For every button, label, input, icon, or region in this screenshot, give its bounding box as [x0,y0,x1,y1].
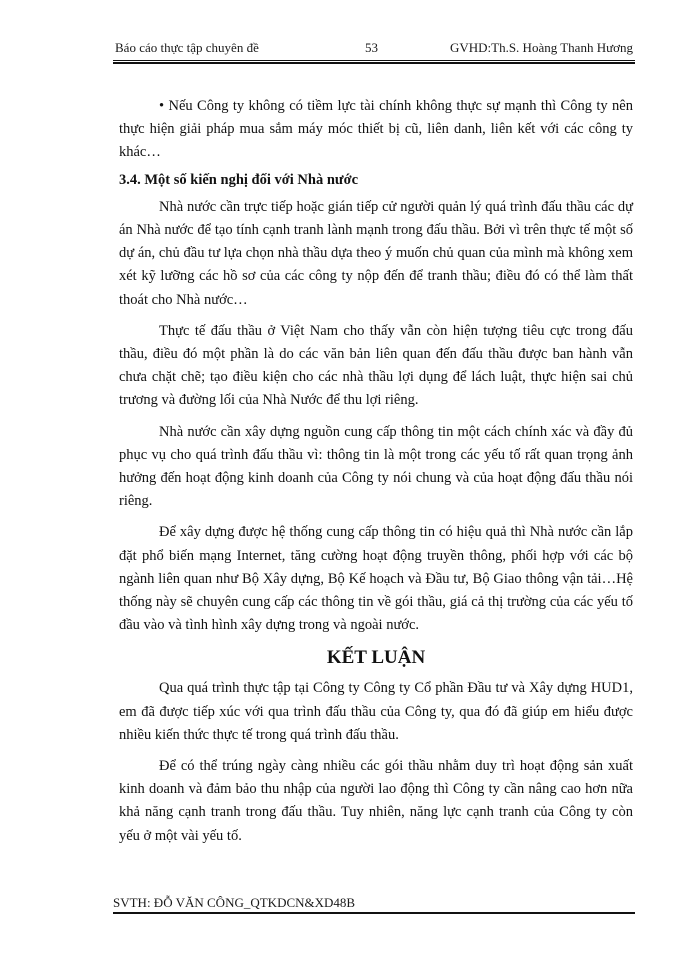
paragraph-4: Để xây dựng được hệ thống cung cấp thông tin có hiệu quả thì Nhà nước cần lắp đặt phổ biến mạng Internet, tăng cường hoạt động truyền thông, phối hợp với các bộ ngành liên quan như Bộ Xây dựng, Bộ Kế hoạch và Đầu tư, Bộ Giao thông vận tải…Hệ thống này sẽ chuyên cung cấp các thông tin về gói thầu, giá cả thị trường của các yếu tố đầu vào và tình hình xây dựng trong và ngoài nước. [119,524,633,634]
footer-rule [113,912,635,914]
header-report-title: Báo cáo thực tập chuyên đề [115,40,259,55]
page-header [113,40,633,58]
paragraph-2: Thực tế đấu thầu ở Việt Nam cho thấy vẫn còn hiện tượng tiêu cực trong đấu thầu, điều đó một phần là do các văn bản liên quan đến đấu thầu được ban hành vẫn chưa chặt chẽ; tạo điều kiện cho các nhà thầu lợi dụng để lách luật, thực hiện sai chủ trương và đường lối của Nhà Nước để thu lợi riêng. [119,322,633,409]
header-page-number: 53 [365,40,378,55]
paragraph-1: Nhà nước cần trực tiếp hoặc gián tiếp cử người quản lý quá trình đấu thầu các dự án Nhà nước để tạo tính cạnh tranh lành mạnh trong đấu thầu. Bởi vì trên thực tế một số dự án, chủ đầu tư lựa chọn nhà thầu dựa theo ý muốn chủ quan của mình mà không xem xét kỹ lưỡng các hồ sơ của các công ty nộp đến để tranh thầu; điều đó có thể làm thất thoát cho Nhà nước… [119,198,633,308]
header-rule [113,60,635,64]
conclusion-paragraph-1: Qua quá trình thực tập tại Công ty Công ty Cổ phần Đầu tư và Xây dựng HUD1, em đã được tiếp xúc với qua trình đấu thầu của Công ty, qua đó đã giúp em hiểu được nhiều kiến thức thực tế trong quá trình đấu thầu. [119,680,633,743]
conclusion-paragraph-2: Để có thể trúng ngày càng nhiều các gói thầu nhằm duy trì hoạt động sản xuất kinh doanh và đảm bảo thu nhập của người lao động thì Công ty cần nâng cao hơn nữa khả năng cạnh tranh trong đấu thầu. Tuy nhiên, năng lực cạnh tranh của Công ty còn yếu ở một vài yếu tố. [119,758,633,844]
page-footer: SVTH: ĐỖ VĂN CÔNG_QTKDCN&XD48B [113,895,356,910]
document-body [119,95,633,856]
conclusion-title: KẾT LUẬN [326,647,426,669]
section-heading: 3.4. Một số kiến nghị đối với Nhà nước [119,171,359,188]
paragraph-3: Nhà nước cần xây dựng nguồn cung cấp thông tin một cách chính xác và đầy đủ phục vụ cho quá trình đấu thầu vì: thông tin là một trong các yếu tố rất quan trọng ảnh hưởng đến hoạt động kinh doanh của Công ty nói chung và của hoạt động đấu thầu nói riêng. [119,423,633,510]
header-supervisor: GVHD:Th.S. Hoàng Thanh Hương [449,40,633,55]
bullet-paragraph: • Nếu Công ty không có tiềm lực tài chính không thực sự mạnh thì Công ty nên thực hiện giải pháp mua sắm máy móc thiết bị cũ, liên danh, liên kết với các công ty khác… [119,98,633,161]
